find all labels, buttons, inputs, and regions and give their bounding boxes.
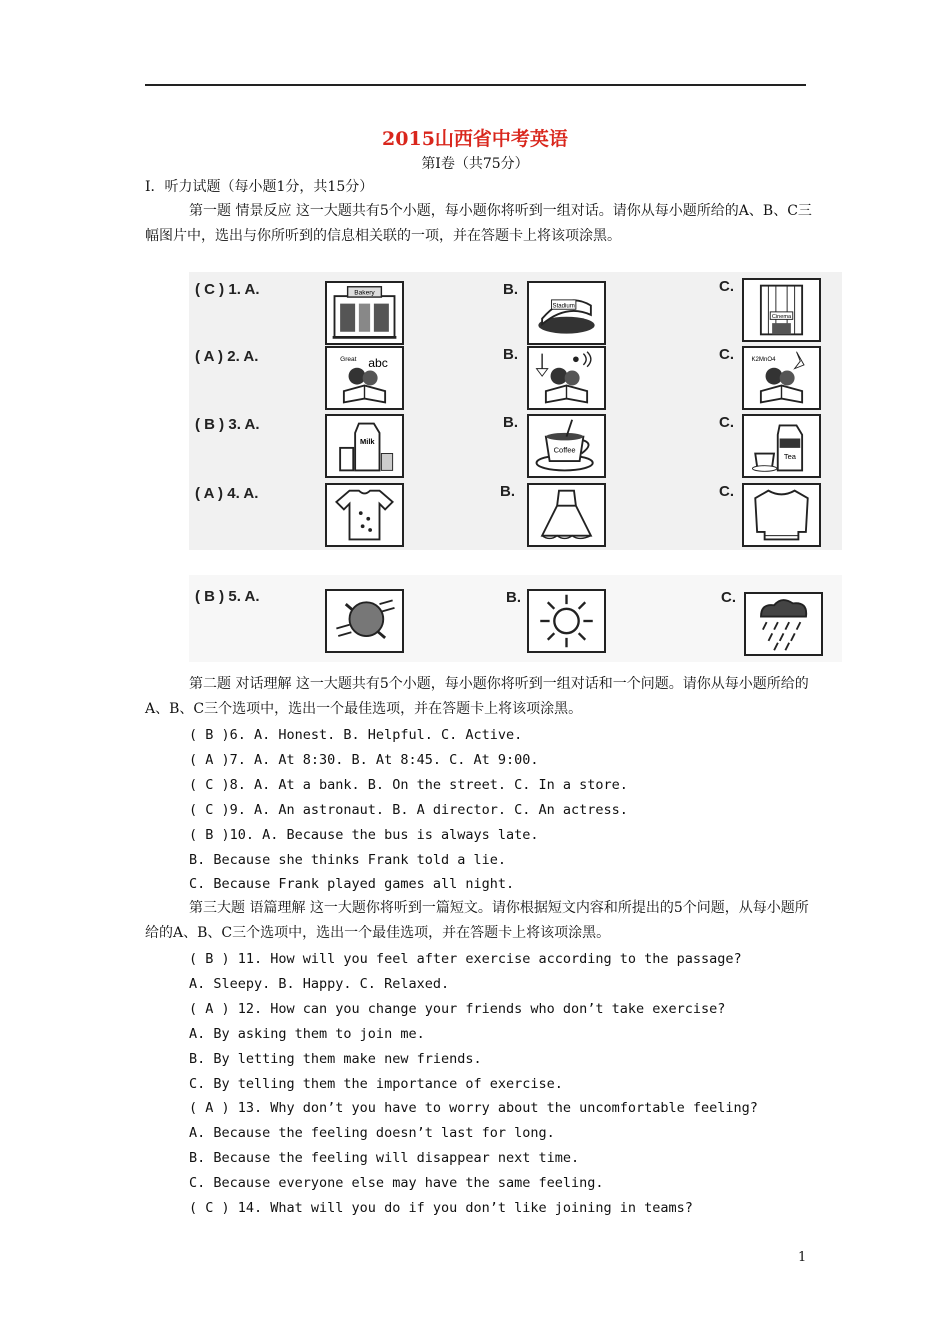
question-12-option-b: B. By letting them make new friends. bbox=[189, 1051, 482, 1067]
q2-option-b-letter: B. bbox=[503, 346, 518, 363]
question-6: ( B )6. A. Honest. B. Helpful. C. Active. bbox=[189, 727, 523, 743]
question-14: ( C ) 14. What will you do if you don’t like joining in teams? bbox=[189, 1200, 693, 1216]
bakery-picture[interactable] bbox=[325, 281, 404, 345]
page-title: 2015山西省中考英语 bbox=[382, 128, 568, 150]
milk-label: Milk bbox=[360, 437, 375, 447]
windy-weather-icon bbox=[327, 591, 402, 651]
chemistry-reading-icon bbox=[744, 348, 819, 408]
coffee-icon bbox=[529, 416, 604, 476]
question-11: ( B ) 11. How will you feel after exercise according to the passage? bbox=[189, 951, 742, 967]
question-2-label: ( A ) 2. A. bbox=[195, 348, 259, 365]
part2-instructions: 第二题 对话理解 这一大题共有5个小题，每小题你将听到一组对话和一个问题。请你从每小题所给的A、B、C三个选项中，选出一个最佳选项，并在答题卡上将该项涂黑。 bbox=[145, 676, 809, 717]
physics-reading-picture[interactable] bbox=[527, 346, 606, 410]
english-reading-icon bbox=[327, 348, 402, 408]
question-13-option-c: C. Because everyone else may have the same feeling. bbox=[189, 1175, 604, 1191]
question-10-option-c: C. Because Frank played games all night. bbox=[189, 876, 515, 892]
question-12-option-a: A. By asking them to join me. bbox=[189, 1026, 425, 1042]
bakery-icon bbox=[327, 283, 402, 343]
question-1-label: ( C ) 1. A. bbox=[195, 281, 260, 298]
dress-picture[interactable] bbox=[527, 483, 606, 547]
sunny-weather-icon bbox=[529, 591, 604, 651]
dress-icon bbox=[529, 485, 604, 545]
page-number: 1 bbox=[798, 1250, 807, 1265]
stadium-sign: Stadium bbox=[552, 302, 575, 310]
physics-reading-icon bbox=[529, 348, 604, 408]
tea-label: Tea bbox=[783, 452, 796, 462]
q1-option-b-letter: B. bbox=[503, 281, 518, 298]
coffee-picture[interactable] bbox=[527, 414, 606, 478]
question-10: ( B )10. A. Because the bus is always late. bbox=[189, 827, 539, 843]
question-13-option-b: B. Because the feeling will disappear next time. bbox=[189, 1150, 580, 1166]
q5-option-c-letter: C. bbox=[721, 589, 736, 606]
q3-option-c-letter: C. bbox=[719, 414, 734, 431]
milk-picture[interactable] bbox=[325, 414, 404, 478]
abc-caption: abc bbox=[368, 355, 388, 370]
page-subtitle: 第I卷（共75分） bbox=[421, 156, 529, 172]
tea-picture[interactable] bbox=[742, 414, 821, 478]
q4-option-b-letter: B. bbox=[500, 483, 515, 500]
q1-option-c-letter: C. bbox=[719, 278, 734, 295]
question-5-label: ( B ) 5. A. bbox=[195, 588, 260, 605]
question-10-option-b: B. Because she thinks Frank told a lie. bbox=[189, 852, 506, 868]
question-12-option-c: C. By telling them the importance of exercise. bbox=[189, 1076, 563, 1092]
q2-option-c-letter: C. bbox=[719, 346, 734, 363]
windy-picture[interactable] bbox=[325, 589, 404, 653]
milk-icon bbox=[327, 416, 402, 476]
cinema-sign: Cinema bbox=[771, 313, 792, 320]
tshirt-picture[interactable] bbox=[325, 483, 404, 547]
top-rule bbox=[145, 84, 806, 86]
bakery-sign: Bakery bbox=[354, 289, 375, 297]
tshirt-icon bbox=[327, 485, 402, 545]
question-8: ( C )8. A. At a bank. B. On the street. C. In a store. bbox=[189, 777, 628, 793]
section-heading: I．听力试题（每小题1分，共15分） bbox=[145, 179, 374, 195]
q5-option-b-letter: B. bbox=[506, 589, 521, 606]
tea-icon bbox=[744, 416, 819, 476]
stadium-picture[interactable] bbox=[527, 281, 606, 345]
great-caption: Great bbox=[340, 356, 357, 364]
question-11-options: A. Sleepy. B. Happy. C. Relaxed. bbox=[189, 976, 450, 992]
q3-option-b-letter: B. bbox=[503, 414, 518, 431]
question-12: ( A ) 12. How can you change your friends who don’t take exercise? bbox=[189, 1001, 726, 1017]
sunny-picture[interactable] bbox=[527, 589, 606, 653]
part3-instructions: 第三大题 语篇理解 这一大题你将听到一篇短文。请你根据短文内容和所提出的5个问题，从每小题所给的A、B、C三个选项中，选出一个最佳选项，并在答题卡上将该项涂黑。 bbox=[145, 900, 809, 941]
question-3-label: ( B ) 3. A. bbox=[195, 416, 260, 433]
coffee-label: Coffee bbox=[553, 445, 576, 455]
english-reading-picture[interactable] bbox=[325, 346, 404, 410]
cinema-picture[interactable] bbox=[742, 278, 821, 342]
part1-instructions: 第一题 情景反应 这一大题共有5个小题，每小题你将听到一组对话。请你从每小题所给的A、B、C三幅图片中，选出与你所听到的信息相关联的一项，并在答题卡上将该项涂黑。 bbox=[145, 203, 812, 244]
question-13-option-a: A. Because the feeling doesn’t last for long. bbox=[189, 1125, 555, 1141]
chemistry-reading-picture[interactable] bbox=[742, 346, 821, 410]
cinema-icon bbox=[744, 280, 819, 340]
sweater-picture[interactable] bbox=[742, 483, 821, 547]
rainy-weather-icon bbox=[746, 594, 821, 654]
question-4-label: ( A ) 4. A. bbox=[195, 485, 259, 502]
sweater-icon bbox=[744, 485, 819, 545]
rainy-picture[interactable] bbox=[744, 592, 823, 656]
question-13: ( A ) 13. Why don’t you have to worry about the uncomfortable feeling? bbox=[189, 1100, 758, 1116]
question-9: ( C )9. A. An astronaut. B. A director. C. An actress. bbox=[189, 802, 628, 818]
formula-caption: K2MnO4 bbox=[751, 356, 776, 364]
q4-option-c-letter: C. bbox=[719, 483, 734, 500]
question-7: ( A )7. A. At 8:30. B. At 8:45. C. At 9:00. bbox=[189, 752, 539, 768]
stadium-icon bbox=[529, 283, 604, 343]
